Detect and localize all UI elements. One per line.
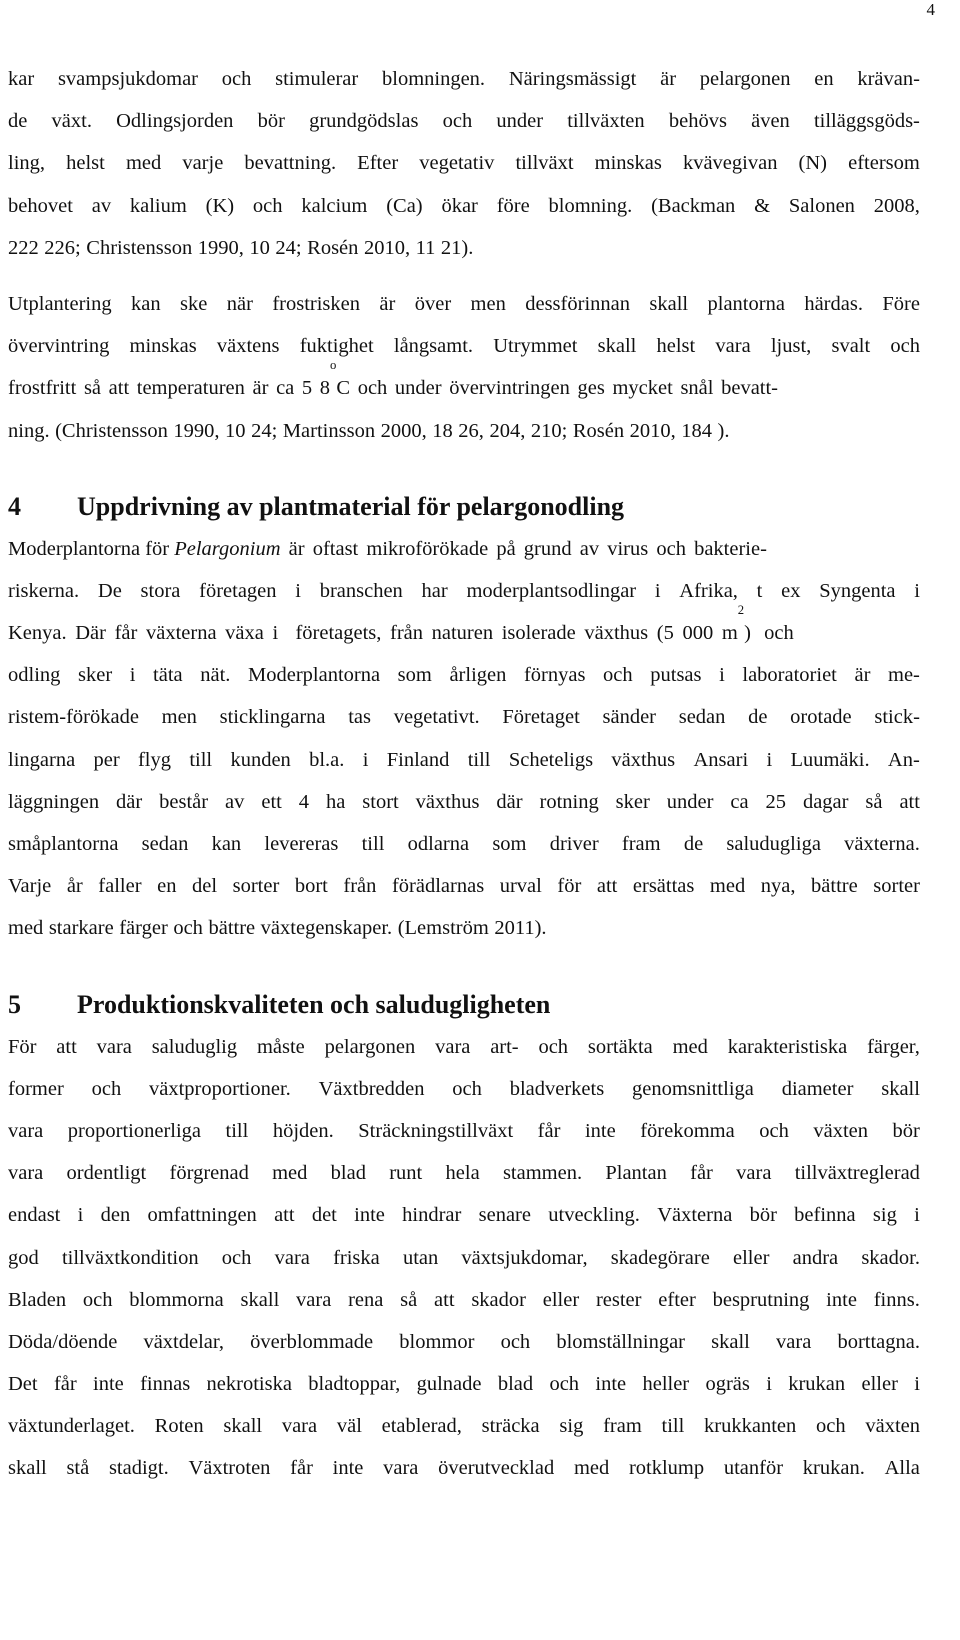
genus-name: Pelargonium (174, 537, 281, 560)
text-segment: Kenya. Där får växterna växa i företagets, från naturen isolerade växthus (5 000 m (8, 622, 738, 645)
text-line: odling sker i täta nät. Moderplantorna som årligen förnyas och putsas i laboratoriet är me- (8, 664, 920, 687)
text-line: växtunderlaget. Roten skall vara väl etablerad, sträcka sig fram till krukkanten och växten (8, 1415, 920, 1438)
section-number: 5 (8, 989, 21, 1019)
text-line: vara proportionerliga till höjden. Sträckningstillväxt får inte förekomma och växten bör (8, 1119, 920, 1142)
text-line: Det får inte finnas nekrotiska bladtoppar, gulnade blad och inte heller ogräs i krukan eller i (8, 1373, 920, 1396)
text-line: Varje år faller en del sorter bort från förädlarnas urval för att ersättas med nya, bättre sorter (8, 875, 920, 898)
text-line: vara ordentligt förgrenad med blad runt hela stammen. Plantan får vara tillväxtreglerad (8, 1162, 920, 1185)
section-heading-5 (8, 984, 920, 1026)
text-segment: C och under övervintringen ges mycket snål bevatt- (336, 377, 779, 400)
text-line: småplantorna sedan kan levereras till odlarna som driver fram de saludugliga växterna. (8, 833, 920, 855)
text-line (8, 358, 920, 409)
text-line (8, 528, 920, 570)
page-number: 4 (926, 0, 935, 19)
text-line: de växt. Odlingsjorden bör grundgödslas och under tillväxten behövs även tilläggsgöds- (8, 110, 920, 133)
text-line: med starkare färger och bättre växtegenskaper. (Lemström 2011). (8, 917, 547, 940)
text-line: ning. (Christensson 1990, 10 24; Martinsson 2000, 18 26, 204, 210; Rosén 2010, 184 ). (8, 419, 730, 442)
degree-superscript: o (330, 358, 337, 373)
text-line: 222 226; Christensson 1990, 10 24; Rosén 2010, 11 21). (8, 236, 474, 259)
text-segment: Moderplantorna för (8, 537, 175, 560)
text-line: För att vara saluduglig måste pelargonen vara art- och sortäkta med karakteristiska färger, (8, 1035, 920, 1058)
text-line (8, 603, 920, 654)
text-line: ristem-förökade men sticklingarna tas vegetativt. Företaget sänder sedan de orotade stick- (8, 706, 920, 729)
text-line: övervintring minskas växtens fuktighet långsamt. Utrymmet skall helst vara ljust, svalt och (8, 335, 920, 358)
section-title: Produktionskvaliteten och saludugligheten (77, 989, 551, 1019)
text-line: Utplantering kan ske när frostrisken är över men dessförinnan skall plantorna härdas. Före (8, 292, 920, 315)
text-line: Döda/döende växtdelar, överblommade blommor och blomställningar skall vara borttagna. (8, 1330, 920, 1353)
text-line: former och växtproportioner. Växtbredden och bladverkets genomsnittliga diameter skall (8, 1077, 920, 1100)
text-line: kar svampsjukdomar och stimulerar blomningen. Näringsmässigt är pelargonen en krävan- (8, 68, 920, 90)
text-line: Bladen och blommorna skall vara rena så att skador eller rester efter besprutning inte finns. (8, 1288, 920, 1311)
text-line: behovet av kalium (K) och kalcium (Ca) ökar före blomning. (Backman & Salonen 2008, (8, 194, 920, 217)
section-title: Uppdrivning av plantmaterial för pelargonodling (77, 491, 625, 521)
section-heading-4 (8, 486, 920, 528)
text-line: skall stå stadigt. Växtroten får inte vara överutvecklad med rotklump utanför krukan. Alla (8, 1457, 920, 1480)
text-line: god tillväxtkondition och vara friska utan växtsjukdomar, skadegörare eller andra skador. (8, 1246, 920, 1269)
text-line: ling, helst med varje bevattning. Efter vegetativ tillväxt minskas kvävegivan (N) eftersom (8, 152, 920, 175)
paragraph-quality (8, 1026, 920, 1490)
paragraph-propagation (8, 528, 920, 950)
text-segment: är oftast mikroförökade på grund av virus och bakterie- (280, 537, 767, 560)
square-superscript: 2 (737, 603, 745, 618)
text-segment: frostfritt så att temperaturen är ca 5 8 (8, 377, 331, 400)
section-number: 4 (8, 491, 21, 521)
paragraph-fertilization (8, 58, 920, 269)
text-line: endast i den omfattningen att det inte hindrar senare utveckling. Växterna bör befinna sig i (8, 1204, 920, 1227)
text-segment: ) och (744, 622, 794, 645)
text-line: riskerna. De stora företagen i branschen har moderplantsodlingar i Afrika, t ex Syngenta i (8, 579, 920, 602)
paragraph-planting-wintering (8, 283, 920, 452)
text-line: läggningen där består av ett 4 ha stort växthus där rotning sker under ca 25 dagar så att (8, 790, 920, 813)
document-body (8, 58, 920, 1490)
text-line: lingarna per flyg till kunden bl.a. i Finland till Scheteligs växthus Ansari i Luumäki. An- (8, 748, 920, 771)
